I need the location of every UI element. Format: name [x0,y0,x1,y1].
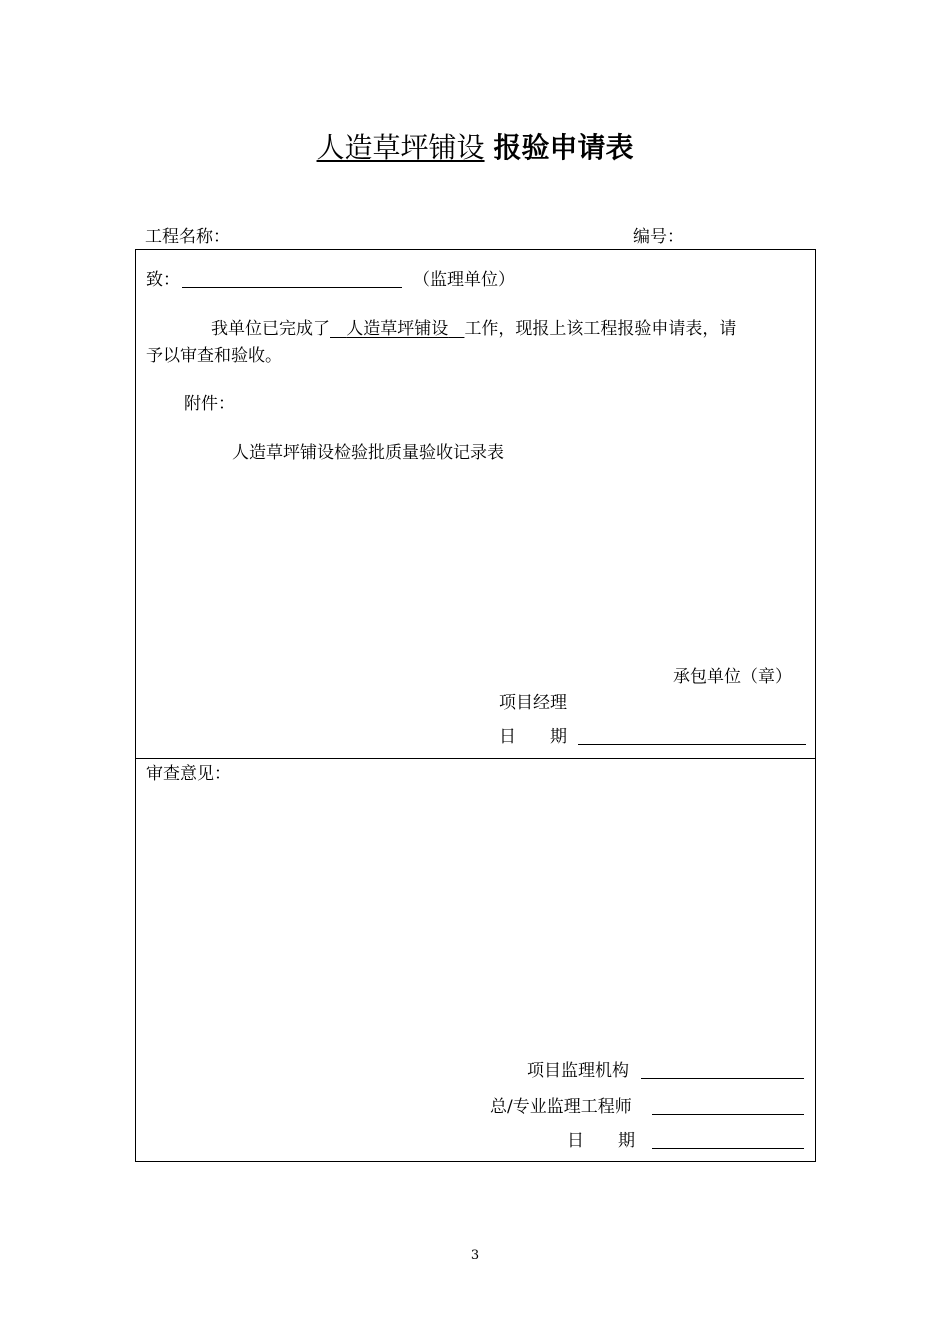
date-underline-1[interactable] [578,744,806,745]
page-number: 3 [470,1248,480,1263]
project-manager-label: 项目经理 [499,693,567,713]
attachment-label: 附件： [184,394,235,414]
body-work-fill: 人造草坪铺设 [346,319,449,339]
attachment-item: 人造草坪铺设检验批质量验收记录表 [232,443,504,463]
contractor-seal-label: 承包单位（章） [673,667,792,687]
project-name-label: 工程名称： [145,227,230,247]
form-title [0,128,950,168]
number-label: 编号： [633,227,684,247]
to-label: 致： [146,270,180,290]
supervisor-unit-label: （监理单位） [413,270,515,290]
engineer-underline[interactable] [652,1114,804,1115]
supervision-org-label: 项目监理机构 [527,1061,629,1081]
title-main: 报验申请表 [493,131,634,164]
body-text-line2: 予以审查和验收。 [146,346,282,366]
title-project-name: 人造草坪铺设 [316,131,485,164]
section-divider [136,758,815,759]
date-label-2: 日 期 [567,1131,635,1151]
supervision-org-underline[interactable] [641,1078,804,1079]
body-text-line1 [211,318,736,340]
body-suffix: 工作，现报上该工程报验申请表，请 [464,319,737,339]
form-table [135,249,816,1162]
review-opinion-label: 审查意见： [146,764,231,784]
body-prefix: 我单位已完成了 [211,319,330,339]
engineer-label: 总/专业监理工程师 [490,1097,632,1117]
date-label-1: 日 期 [499,727,567,747]
date-underline-2[interactable] [652,1148,804,1149]
to-underline[interactable] [182,287,402,288]
